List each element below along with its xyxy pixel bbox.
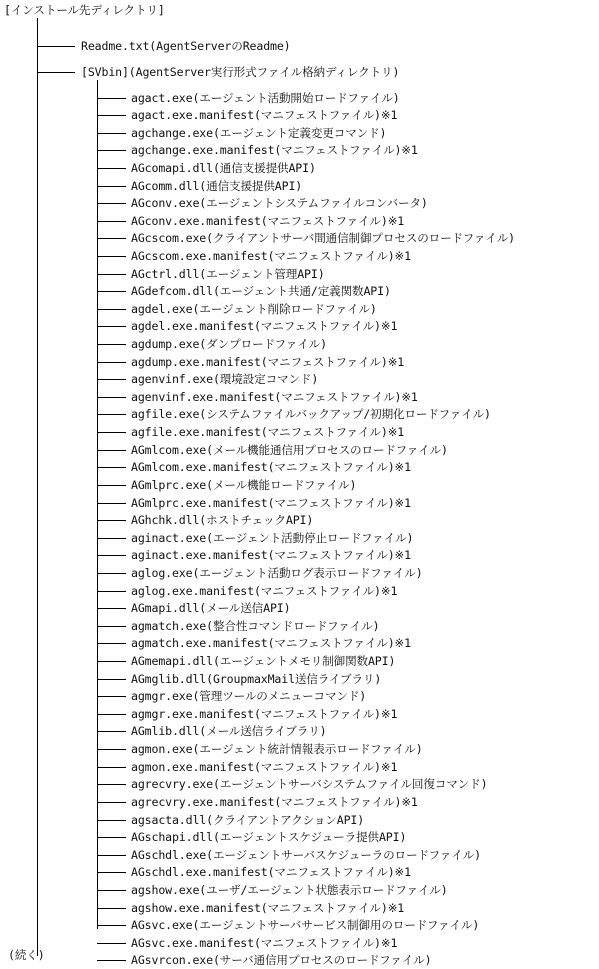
svbin-branch-line	[97, 414, 126, 415]
svbin-branch-line	[97, 274, 126, 275]
svbin-file-entry: agfile.exe(システムファイルバックアップ/初期化ロードファイル)	[131, 407, 491, 421]
svbin-file-entry: AGcscom.exe.manifest(マニフェストファイル)※1	[131, 249, 411, 263]
svbin-file-entry: AGmlcom.exe(メール機能通信用プロセスのロードファイル)	[131, 443, 448, 457]
svbin-branch-line	[97, 203, 126, 204]
svbin-branch-line	[97, 591, 126, 592]
svbin-branch-line	[97, 890, 126, 891]
readme-entry: Readme.txt(AgentServerのReadme)	[81, 39, 291, 53]
svbin-file-entry: agmatch.exe(整合性コマンドロードファイル)	[131, 619, 380, 633]
svbin-branch-line	[97, 837, 126, 838]
svbin-branch-line	[97, 221, 126, 222]
svbin-branch-line	[97, 626, 126, 627]
svbin-branch-line	[97, 362, 126, 363]
svbin-file-entry: agact.exe.manifest(マニフェストファイル)※1	[131, 108, 398, 122]
svbin-file-entry: AGmglib.dll(GroupmaxMail送信ライブラリ)	[131, 672, 382, 686]
svbin-file-entry: agmatch.exe.manifest(マニフェストファイル)※1	[131, 636, 411, 650]
svbin-branch-line	[97, 256, 126, 257]
svbin-file-entry: agfile.exe.manifest(マニフェストファイル)※1	[131, 425, 405, 439]
svbin-branch-line	[97, 661, 126, 662]
svbin-file-entry: AGcomapi.dll(通信支援提供API)	[131, 161, 316, 175]
root-directory-label: [インストール先ディレクトリ]	[4, 3, 165, 17]
svbin-file-entry: AGsvrcon.exe(サーバ通信用プロセスのロードファイル)	[131, 953, 432, 967]
branch-line-svbin	[37, 72, 75, 73]
svbin-file-entry: agshow.exe.manifest(マニフェストファイル)※1	[131, 901, 405, 915]
svbin-branch-line	[97, 643, 126, 644]
svbin-branch-line	[97, 115, 126, 116]
svbin-branch-line	[97, 731, 126, 732]
svbin-file-entry: aglog.exe(エージェント活動ログ表示ロードファイル)	[131, 566, 423, 580]
svbin-directory-entry: [SVbin](AgentServer実行形式ファイル格納ディレクトリ)	[81, 65, 400, 79]
svbin-branch-line	[97, 925, 126, 926]
svbin-branch-line	[97, 133, 126, 134]
svbin-file-entry: agchange.exe.manifest(マニフェストファイル)※1	[131, 143, 418, 157]
svbin-file-entry: aginact.exe(エージェント活動停止ロードファイル)	[131, 531, 414, 545]
svbin-file-entry: AGdefcom.dll(エージェント共通/定義関数API)	[131, 284, 391, 298]
svbin-file-entry: AGmlprc.exe.manifest(マニフェストファイル)※1	[131, 496, 411, 510]
svbin-branch-line	[97, 186, 126, 187]
svbin-file-entry: agmgr.exe(管理ツールのメニューコマンド)	[131, 689, 367, 703]
svbin-file-entry: agrecvry.exe.manifest(マニフェストファイル)※1	[131, 795, 418, 809]
svbin-branch-line	[97, 872, 126, 873]
svbin-file-entry: AGschdl.exe(エージェントサーバスケジューラのロードファイル)	[131, 848, 481, 862]
svbin-branch-line	[97, 520, 126, 521]
svbin-branch-line	[97, 802, 126, 803]
svbin-branch-line	[97, 855, 126, 856]
svbin-file-entry: agchange.exe(エージェント定義変更コマンド)	[131, 126, 387, 140]
svbin-branch-line	[97, 573, 126, 574]
svbin-branch-line	[97, 696, 126, 697]
svbin-branch-line	[97, 326, 126, 327]
svbin-file-entry: AGmemapi.dll(エージェントメモリ制御関数API)	[131, 654, 396, 668]
svbin-file-entry: AGmlib.dll(メール送信ライブラリ)	[131, 724, 327, 738]
svbin-branch-line	[97, 344, 126, 345]
svbin-branch-line	[97, 767, 126, 768]
svbin-file-entry: agdump.exe.manifest(マニフェストファイル)※1	[131, 355, 405, 369]
svbin-branch-line	[97, 309, 126, 310]
svbin-branch-line	[97, 291, 126, 292]
svbin-branch-line	[97, 485, 126, 486]
svbin-file-entry: agrecvry.exe(エージェントサーバシステムファイル回復コマンド)	[131, 777, 488, 791]
svbin-branch-line	[97, 168, 126, 169]
svbin-branch-line	[97, 679, 126, 680]
svbin-file-entry: AGconv.exe.manifest(マニフェストファイル)※1	[131, 214, 405, 228]
svbin-file-entry: aginact.exe.manifest(マニフェストファイル)※1	[131, 548, 411, 562]
svbin-branch-line	[97, 432, 126, 433]
svbin-file-entry: agdel.exe.manifest(マニフェストファイル)※1	[131, 319, 398, 333]
svbin-branch-line	[97, 538, 126, 539]
svbin-branch-line	[97, 150, 126, 151]
root-tree-line	[37, 18, 38, 956]
svbin-branch-line	[97, 238, 126, 239]
svbin-file-entry: agshow.exe(ユーザ/エージェント状態表示ロードファイル)	[131, 883, 448, 897]
svbin-branch-line	[97, 467, 126, 468]
svbin-branch-line	[97, 749, 126, 750]
svbin-file-entry: AGmapi.dll(メール送信API)	[131, 601, 291, 615]
svbin-file-entry: agdump.exe(ダンプロードファイル)	[131, 337, 327, 351]
svbin-branch-line	[97, 98, 126, 99]
branch-line-readme	[37, 46, 75, 47]
svbin-file-entry: aglog.exe.manifest(マニフェストファイル)※1	[131, 584, 398, 598]
svbin-file-entry: AGcomm.dll(通信支援提供API)	[131, 179, 303, 193]
svbin-file-entry: AGschdl.exe.manifest(マニフェストファイル)※1	[131, 865, 411, 879]
svbin-file-entry: AGmlprc.exe(メール機能ロードファイル)	[131, 478, 357, 492]
svbin-file-entry: AGctrl.dll(エージェント管理API)	[131, 267, 325, 281]
svbin-branch-line	[97, 450, 126, 451]
svbin-branch-line	[97, 784, 126, 785]
svbin-branch-line	[97, 503, 126, 504]
svbin-branch-line	[97, 714, 126, 715]
svbin-file-entry: agact.exe(エージェント活動開始ロードファイル)	[131, 91, 400, 105]
svbin-file-entry: agdel.exe(エージェント削除ロードファイル)	[131, 302, 377, 316]
svbin-file-entry: agsacta.dll(クライアントアクションAPI)	[131, 813, 365, 827]
continued-label: (続く)	[8, 948, 45, 962]
svbin-file-entry: AGsvc.exe.manifest(マニフェストファイル)※1	[131, 936, 398, 950]
svbin-file-entry: agenvinf.exe.manifest(マニフェストファイル)※1	[131, 390, 418, 404]
svbin-branch-line	[97, 555, 126, 556]
svbin-file-entry: AGsvc.exe(エージェントサーバサービス制御用のロードファイル)	[131, 918, 480, 932]
svbin-branch-line	[97, 379, 126, 380]
svbin-file-entry: AGconv.exe(エージェントシステムファイルコンバータ)	[131, 196, 428, 210]
svbin-branch-line	[97, 943, 126, 944]
svbin-branch-line	[97, 908, 126, 909]
svbin-file-entry: AGcscom.exe(クライアントサーバ間通信制御プロセスのロードファイル)	[131, 231, 516, 245]
svbin-file-entry: AGschapi.dll(エージェントスケジューラ提供API)	[131, 830, 407, 844]
svbin-branch-line	[97, 397, 126, 398]
svbin-file-entry: AGmlcom.exe.manifest(マニフェストファイル)※1	[131, 460, 411, 474]
svbin-file-entry: agmon.exe.manifest(マニフェストファイル)※1	[131, 760, 398, 774]
svbin-file-entry: AGhchk.dll(ホストチェックAPI)	[131, 513, 314, 527]
svbin-branch-line	[97, 960, 126, 961]
svbin-file-entry: agenvinf.exe(環境設定コマンド)	[131, 372, 319, 386]
svbin-file-entry: agmgr.exe.manifest(マニフェストファイル)※1	[131, 707, 398, 721]
svbin-branch-line	[97, 608, 126, 609]
svbin-branch-line	[97, 820, 126, 821]
svbin-file-entry: agmon.exe(エージェント統計情報表示ロードファイル)	[131, 742, 423, 756]
